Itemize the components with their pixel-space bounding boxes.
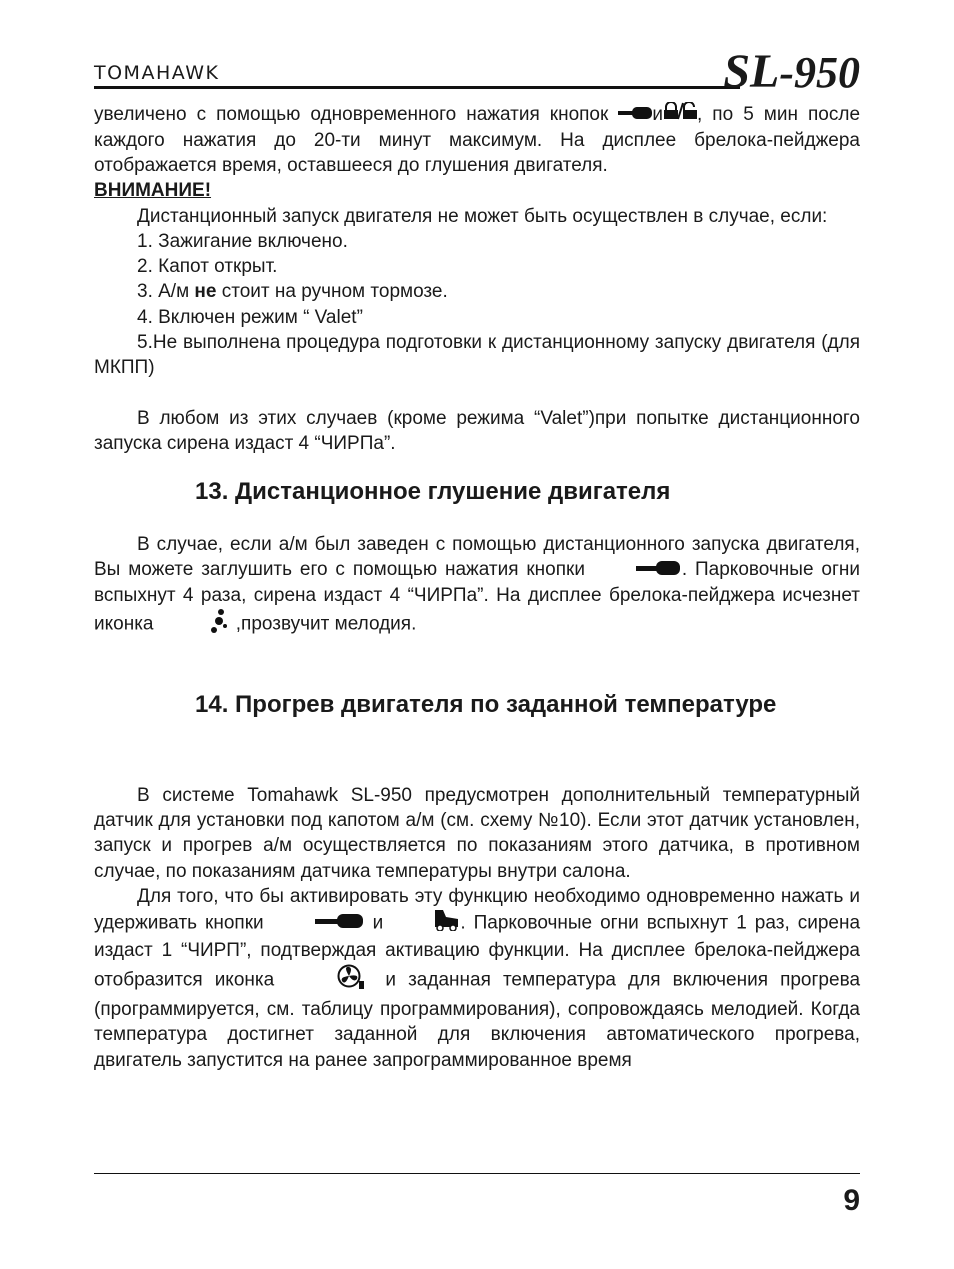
- section-14-text-c: . Парковочные огни вспыхнут 1 раз, сирена издаст 1 “ЧИРП”, подтверждая активацию функции. На дисплее брелока-пейджера отобразится иконка: [94, 912, 861, 991]
- section-14-paragraph-2: [94, 884, 860, 1073]
- model-prefix: SL: [723, 45, 780, 98]
- header-rule: [94, 86, 740, 89]
- list-item-emphasis: не: [194, 281, 217, 303]
- model-suffix: -950: [779, 48, 860, 97]
- warning-title: ВНИМАНИЕ!: [94, 180, 212, 202]
- lock-unlock-icon: [663, 102, 697, 127]
- fan-icon: [294, 964, 365, 997]
- page-number: 9: [843, 1184, 860, 1217]
- intro-text-3: , по 5 мин после каждого нажатия до 20-ти минут максимум. На дисплее брелока-пейджера отображается время, оставшееся до глушения двигателя.: [94, 104, 861, 176]
- model-logo: [723, 44, 860, 99]
- section-13-text-1: В случае, если а/м был заведен с помощью дистанционного запуска двигателя, Вы можете заглушить его с помощью нажатия кнопки: [94, 534, 860, 581]
- section-14-text-d: и заданная температура для включения прогрева (программируется, см. таблицу программирования), сопровождаясь мелодией. Когда температура достигнет заданной для включения автоматического прогрева, двигатель запустится на ранее запрограммированное время: [94, 969, 861, 1071]
- key-start-icon: [272, 911, 365, 936]
- key-start-icon: [618, 102, 652, 127]
- section-14-heading: 14. Прогрев двигателя по заданной температуре: [195, 690, 777, 718]
- warning-note: В любом из этих случаев (кроме режима “Valet”)при попытке дистанционного запуска сирена издаст 4 “ЧИРПа”.: [94, 407, 860, 454]
- intro-text-2: и: [652, 104, 663, 125]
- section-14-paragraph-1: В системе Tomahawk SL-950 предусмотрен дополнительный температурный датчик для установки под капотом а/м (см. схему №10). Если этот датчик установлен, запуск и прогрев а/м осуществляется по показаниям этого датчика, в противном случае, по показаниям датчика температуры внутри салона.: [94, 784, 860, 882]
- brand-name: TOMAHAWK: [94, 62, 220, 84]
- section-13-text-3: ,прозвучит мелодия.: [235, 614, 417, 636]
- key-start-icon: [593, 558, 682, 583]
- section-13-paragraph: [94, 532, 860, 642]
- list-item-text-rest: стоит на ручном тормозе.: [221, 281, 448, 303]
- intro-paragraph: [94, 102, 860, 178]
- list-item: 2. Капот открыт.: [137, 256, 278, 278]
- section-13-text-2: . Парковочные огни вспыхнут 4 раза, сирена издаст 4 “ЧИРПа”. На дисплее брелока-пейджера исчезнет иконка: [94, 559, 861, 636]
- section-14-text-a: Для того, что бы активировать эту функцию необходимо одновременно нажать и удерживать кнопки: [94, 885, 860, 934]
- page-content: [94, 102, 860, 1073]
- section-14-text-b: и: [372, 912, 384, 934]
- footer-rule: [94, 1173, 860, 1174]
- warning-lead: Дистанционный запуск двигателя не может быть осуществлен в случае, если:: [137, 205, 828, 227]
- intro-text-1: увеличено с помощью одновременного нажатия кнопок: [94, 104, 609, 125]
- list-item: [94, 279, 860, 304]
- page-header: [94, 45, 860, 98]
- list-item: 5.Не выполнена процедура подготовки к дистанционному запуску двигателя (для МКПП): [94, 332, 860, 379]
- list-item: 1. Зажигание включено.: [137, 230, 348, 252]
- list-item-text: 3. А/м: [137, 281, 190, 303]
- car-icon: [391, 909, 460, 938]
- engine-running-icon: [167, 608, 228, 641]
- list-item: 4. Включен режим “ Valet”: [137, 306, 363, 328]
- section-13-heading: 13. Дистанционное глушение двигателя: [195, 478, 671, 506]
